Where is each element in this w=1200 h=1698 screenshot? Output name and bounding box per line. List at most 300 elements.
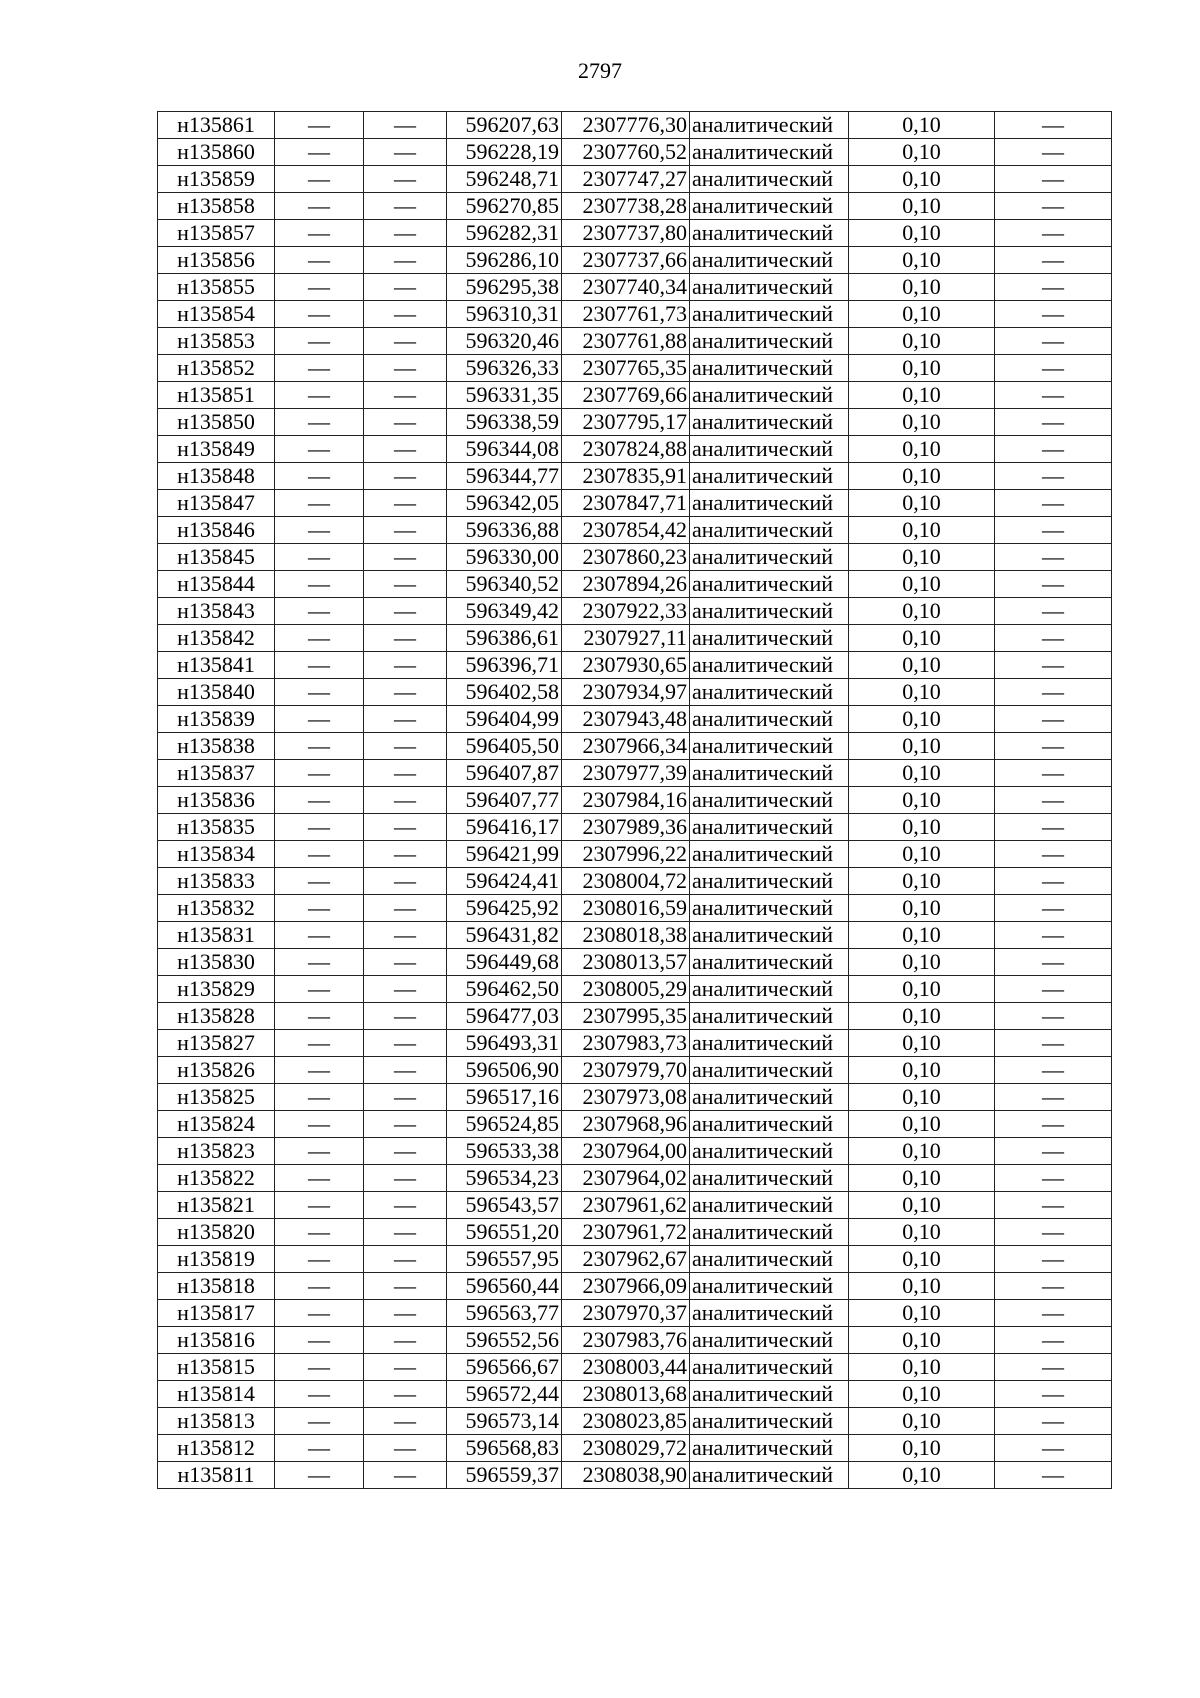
precision-cell: 0,10 xyxy=(849,220,995,247)
dash-cell-2: — xyxy=(364,625,447,652)
precision-cell: 0,10 xyxy=(849,1057,995,1084)
precision-cell: 0,10 xyxy=(849,1084,995,1111)
method-cell: аналитический xyxy=(690,1057,849,1084)
precision-cell: 0,10 xyxy=(849,679,995,706)
method-cell: аналитический xyxy=(690,841,849,868)
y-coordinate-cell: 2307765,35 xyxy=(562,355,690,382)
method-cell: аналитический xyxy=(690,112,849,139)
x-coordinate-cell: 596449,68 xyxy=(447,949,562,976)
point-name-cell: н135832 xyxy=(158,895,275,922)
x-coordinate-cell: 596386,61 xyxy=(447,625,562,652)
point-name-cell: н135817 xyxy=(158,1300,275,1327)
x-coordinate-cell: 596207,63 xyxy=(447,112,562,139)
point-name-cell: н135845 xyxy=(158,544,275,571)
x-coordinate-cell: 596396,71 xyxy=(447,652,562,679)
y-coordinate-cell: 2307740,34 xyxy=(562,274,690,301)
y-coordinate-cell: 2307738,28 xyxy=(562,193,690,220)
dash-cell-3: — xyxy=(995,571,1112,598)
precision-cell: 0,10 xyxy=(849,1111,995,1138)
method-cell: аналитический xyxy=(690,166,849,193)
precision-cell: 0,10 xyxy=(849,571,995,598)
y-coordinate-cell: 2307966,34 xyxy=(562,733,690,760)
table-row xyxy=(158,1354,1112,1381)
table-row xyxy=(158,625,1112,652)
table-row xyxy=(158,1057,1112,1084)
y-coordinate-cell: 2307964,00 xyxy=(562,1138,690,1165)
precision-cell: 0,10 xyxy=(849,517,995,544)
dash-cell-2: — xyxy=(364,1273,447,1300)
x-coordinate-cell: 596295,38 xyxy=(447,274,562,301)
precision-cell: 0,10 xyxy=(849,139,995,166)
method-cell: аналитический xyxy=(690,1408,849,1435)
dash-cell-3: — xyxy=(995,976,1112,1003)
precision-cell: 0,10 xyxy=(849,463,995,490)
precision-cell: 0,10 xyxy=(849,1165,995,1192)
method-cell: аналитический xyxy=(690,814,849,841)
y-coordinate-cell: 2308029,72 xyxy=(562,1435,690,1462)
point-name-cell: н135852 xyxy=(158,355,275,382)
dash-cell-3: — xyxy=(995,409,1112,436)
x-coordinate-cell: 596320,46 xyxy=(447,328,562,355)
point-name-cell: н135824 xyxy=(158,1111,275,1138)
precision-cell: 0,10 xyxy=(849,490,995,517)
dash-cell-1: — xyxy=(275,841,364,868)
table-row xyxy=(158,247,1112,274)
point-name-cell: н135829 xyxy=(158,976,275,1003)
dash-cell-1: — xyxy=(275,1462,364,1489)
dash-cell-1: — xyxy=(275,1030,364,1057)
dash-cell-3: — xyxy=(995,112,1112,139)
precision-cell: 0,10 xyxy=(849,274,995,301)
dash-cell-3: — xyxy=(995,139,1112,166)
table-row xyxy=(158,220,1112,247)
method-cell: аналитический xyxy=(690,1219,849,1246)
x-coordinate-cell: 596559,37 xyxy=(447,1462,562,1489)
dash-cell-3: — xyxy=(995,544,1112,571)
dash-cell-2: — xyxy=(364,1435,447,1462)
y-coordinate-cell: 2307977,39 xyxy=(562,760,690,787)
dash-cell-1: — xyxy=(275,112,364,139)
dash-cell-3: — xyxy=(995,1138,1112,1165)
dash-cell-1: — xyxy=(275,1057,364,1084)
dash-cell-1: — xyxy=(275,220,364,247)
dash-cell-3: — xyxy=(995,328,1112,355)
dash-cell-1: — xyxy=(275,652,364,679)
dash-cell-2: — xyxy=(364,1057,447,1084)
dash-cell-2: — xyxy=(364,517,447,544)
precision-cell: 0,10 xyxy=(849,247,995,274)
table-row xyxy=(158,301,1112,328)
dash-cell-2: — xyxy=(364,814,447,841)
dash-cell-3: — xyxy=(995,868,1112,895)
table-row xyxy=(158,112,1112,139)
table-row xyxy=(158,1435,1112,1462)
table-body xyxy=(158,112,1112,1489)
dash-cell-3: — xyxy=(995,679,1112,706)
x-coordinate-cell: 596552,56 xyxy=(447,1327,562,1354)
method-cell: аналитический xyxy=(690,1111,849,1138)
y-coordinate-cell: 2307927,11 xyxy=(562,625,690,652)
dash-cell-1: — xyxy=(275,679,364,706)
table-row xyxy=(158,544,1112,571)
precision-cell: 0,10 xyxy=(849,895,995,922)
y-coordinate-cell: 2307761,73 xyxy=(562,301,690,328)
dash-cell-2: — xyxy=(364,247,447,274)
precision-cell: 0,10 xyxy=(849,1138,995,1165)
dash-cell-3: — xyxy=(995,1354,1112,1381)
table-row xyxy=(158,1111,1112,1138)
dash-cell-2: — xyxy=(364,274,447,301)
method-cell: аналитический xyxy=(690,733,849,760)
method-cell: аналитический xyxy=(690,976,849,1003)
y-coordinate-cell: 2307989,36 xyxy=(562,814,690,841)
method-cell: аналитический xyxy=(690,760,849,787)
dash-cell-1: — xyxy=(275,949,364,976)
precision-cell: 0,10 xyxy=(849,1435,995,1462)
dash-cell-1: — xyxy=(275,1138,364,1165)
dash-cell-1: — xyxy=(275,166,364,193)
y-coordinate-cell: 2307737,80 xyxy=(562,220,690,247)
y-coordinate-cell: 2308003,44 xyxy=(562,1354,690,1381)
y-coordinate-cell: 2307737,66 xyxy=(562,247,690,274)
dash-cell-2: — xyxy=(364,1462,447,1489)
y-coordinate-cell: 2307930,65 xyxy=(562,652,690,679)
y-coordinate-cell: 2307835,91 xyxy=(562,463,690,490)
y-coordinate-cell: 2307922,33 xyxy=(562,598,690,625)
x-coordinate-cell: 596407,77 xyxy=(447,787,562,814)
point-name-cell: н135820 xyxy=(158,1219,275,1246)
x-coordinate-cell: 596228,19 xyxy=(447,139,562,166)
dash-cell-1: — xyxy=(275,463,364,490)
dash-cell-3: — xyxy=(995,652,1112,679)
x-coordinate-cell: 596286,10 xyxy=(447,247,562,274)
method-cell: аналитический xyxy=(690,1327,849,1354)
method-cell: аналитический xyxy=(690,1354,849,1381)
dash-cell-2: — xyxy=(364,166,447,193)
table-row xyxy=(158,679,1112,706)
x-coordinate-cell: 596344,77 xyxy=(447,463,562,490)
precision-cell: 0,10 xyxy=(849,166,995,193)
precision-cell: 0,10 xyxy=(849,409,995,436)
dash-cell-3: — xyxy=(995,949,1112,976)
y-coordinate-cell: 2307964,02 xyxy=(562,1165,690,1192)
point-name-cell: н135828 xyxy=(158,1003,275,1030)
dash-cell-3: — xyxy=(995,1273,1112,1300)
point-name-cell: н135860 xyxy=(158,139,275,166)
x-coordinate-cell: 596310,31 xyxy=(447,301,562,328)
dash-cell-2: — xyxy=(364,1354,447,1381)
dash-cell-3: — xyxy=(995,436,1112,463)
dash-cell-3: — xyxy=(995,1381,1112,1408)
dash-cell-2: — xyxy=(364,679,447,706)
y-coordinate-cell: 2308038,90 xyxy=(562,1462,690,1489)
y-coordinate-cell: 2307847,71 xyxy=(562,490,690,517)
dash-cell-1: — xyxy=(275,1408,364,1435)
dash-cell-1: — xyxy=(275,193,364,220)
table-row xyxy=(158,787,1112,814)
y-coordinate-cell: 2307854,42 xyxy=(562,517,690,544)
point-name-cell: н135859 xyxy=(158,166,275,193)
point-name-cell: н135838 xyxy=(158,733,275,760)
y-coordinate-cell: 2307996,22 xyxy=(562,841,690,868)
point-name-cell: н135847 xyxy=(158,490,275,517)
dash-cell-1: — xyxy=(275,868,364,895)
y-coordinate-cell: 2307968,96 xyxy=(562,1111,690,1138)
dash-cell-2: — xyxy=(364,841,447,868)
dash-cell-3: — xyxy=(995,1192,1112,1219)
dash-cell-2: — xyxy=(364,652,447,679)
y-coordinate-cell: 2307860,23 xyxy=(562,544,690,571)
dash-cell-2: — xyxy=(364,544,447,571)
point-name-cell: н135857 xyxy=(158,220,275,247)
y-coordinate-cell: 2307934,97 xyxy=(562,679,690,706)
dash-cell-3: — xyxy=(995,1246,1112,1273)
dash-cell-1: — xyxy=(275,976,364,1003)
table-row xyxy=(158,490,1112,517)
point-name-cell: н135835 xyxy=(158,814,275,841)
method-cell: аналитический xyxy=(690,382,849,409)
dash-cell-3: — xyxy=(995,355,1112,382)
dash-cell-2: — xyxy=(364,328,447,355)
y-coordinate-cell: 2307961,72 xyxy=(562,1219,690,1246)
table-row xyxy=(158,1408,1112,1435)
point-name-cell: н135854 xyxy=(158,301,275,328)
y-coordinate-cell: 2307966,09 xyxy=(562,1273,690,1300)
table-row xyxy=(158,193,1112,220)
y-coordinate-cell: 2308005,29 xyxy=(562,976,690,1003)
method-cell: аналитический xyxy=(690,301,849,328)
dash-cell-3: — xyxy=(995,517,1112,544)
dash-cell-3: — xyxy=(995,1165,1112,1192)
dash-cell-1: — xyxy=(275,1273,364,1300)
dash-cell-3: — xyxy=(995,463,1112,490)
point-name-cell: н135818 xyxy=(158,1273,275,1300)
table-row xyxy=(158,733,1112,760)
dash-cell-2: — xyxy=(364,1165,447,1192)
y-coordinate-cell: 2307983,73 xyxy=(562,1030,690,1057)
dash-cell-2: — xyxy=(364,706,447,733)
precision-cell: 0,10 xyxy=(849,760,995,787)
point-name-cell: н135823 xyxy=(158,1138,275,1165)
x-coordinate-cell: 596517,16 xyxy=(447,1084,562,1111)
x-coordinate-cell: 596524,85 xyxy=(447,1111,562,1138)
dash-cell-1: — xyxy=(275,409,364,436)
precision-cell: 0,10 xyxy=(849,328,995,355)
y-coordinate-cell: 2307979,70 xyxy=(562,1057,690,1084)
dash-cell-2: — xyxy=(364,1327,447,1354)
x-coordinate-cell: 596402,58 xyxy=(447,679,562,706)
table-row xyxy=(158,706,1112,733)
dash-cell-2: — xyxy=(364,1030,447,1057)
point-name-cell: н135849 xyxy=(158,436,275,463)
method-cell: аналитический xyxy=(690,463,849,490)
method-cell: аналитический xyxy=(690,868,849,895)
table-row xyxy=(158,1192,1112,1219)
method-cell: аналитический xyxy=(690,679,849,706)
y-coordinate-cell: 2307943,48 xyxy=(562,706,690,733)
precision-cell: 0,10 xyxy=(849,355,995,382)
point-name-cell: н135850 xyxy=(158,409,275,436)
precision-cell: 0,10 xyxy=(849,841,995,868)
dash-cell-2: — xyxy=(364,895,447,922)
dash-cell-2: — xyxy=(364,787,447,814)
point-name-cell: н135831 xyxy=(158,922,275,949)
y-coordinate-cell: 2307760,52 xyxy=(562,139,690,166)
dash-cell-3: — xyxy=(995,301,1112,328)
dash-cell-3: — xyxy=(995,1435,1112,1462)
method-cell: аналитический xyxy=(690,1003,849,1030)
dash-cell-2: — xyxy=(364,976,447,1003)
x-coordinate-cell: 596270,85 xyxy=(447,193,562,220)
point-name-cell: н135848 xyxy=(158,463,275,490)
dash-cell-2: — xyxy=(364,922,447,949)
precision-cell: 0,10 xyxy=(849,733,995,760)
precision-cell: 0,10 xyxy=(849,1219,995,1246)
precision-cell: 0,10 xyxy=(849,1381,995,1408)
precision-cell: 0,10 xyxy=(849,1300,995,1327)
table-row xyxy=(158,1327,1112,1354)
dash-cell-2: — xyxy=(364,868,447,895)
x-coordinate-cell: 596572,44 xyxy=(447,1381,562,1408)
page-number: 2797 xyxy=(578,58,622,83)
table-row xyxy=(158,814,1112,841)
y-coordinate-cell: 2308018,38 xyxy=(562,922,690,949)
method-cell: аналитический xyxy=(690,1435,849,1462)
x-coordinate-cell: 596405,50 xyxy=(447,733,562,760)
method-cell: аналитический xyxy=(690,193,849,220)
dash-cell-3: — xyxy=(995,1003,1112,1030)
dash-cell-3: — xyxy=(995,922,1112,949)
method-cell: аналитический xyxy=(690,922,849,949)
method-cell: аналитический xyxy=(690,787,849,814)
y-coordinate-cell: 2308016,59 xyxy=(562,895,690,922)
y-coordinate-cell: 2308004,72 xyxy=(562,868,690,895)
x-coordinate-cell: 596534,23 xyxy=(447,1165,562,1192)
x-coordinate-cell: 596282,31 xyxy=(447,220,562,247)
method-cell: аналитический xyxy=(690,598,849,625)
dash-cell-3: — xyxy=(995,1462,1112,1489)
precision-cell: 0,10 xyxy=(849,1354,995,1381)
x-coordinate-cell: 596568,83 xyxy=(447,1435,562,1462)
precision-cell: 0,10 xyxy=(849,625,995,652)
x-coordinate-cell: 596462,50 xyxy=(447,976,562,1003)
table-row xyxy=(158,409,1112,436)
point-name-cell: н135840 xyxy=(158,679,275,706)
point-name-cell: н135834 xyxy=(158,841,275,868)
dash-cell-2: — xyxy=(364,598,447,625)
dash-cell-2: — xyxy=(364,949,447,976)
method-cell: аналитический xyxy=(690,220,849,247)
x-coordinate-cell: 596340,52 xyxy=(447,571,562,598)
table-row xyxy=(158,841,1112,868)
precision-cell: 0,10 xyxy=(849,1273,995,1300)
table-row xyxy=(158,139,1112,166)
dash-cell-2: — xyxy=(364,1219,447,1246)
table-row xyxy=(158,355,1112,382)
x-coordinate-cell: 596431,82 xyxy=(447,922,562,949)
dash-cell-3: — xyxy=(995,382,1112,409)
dash-cell-1: — xyxy=(275,436,364,463)
x-coordinate-cell: 596493,31 xyxy=(447,1030,562,1057)
table-row xyxy=(158,598,1112,625)
dash-cell-3: — xyxy=(995,220,1112,247)
dash-cell-3: — xyxy=(995,814,1112,841)
table-row xyxy=(158,976,1112,1003)
dash-cell-2: — xyxy=(364,490,447,517)
dash-cell-3: — xyxy=(995,193,1112,220)
method-cell: аналитический xyxy=(690,1273,849,1300)
method-cell: аналитический xyxy=(690,1462,849,1489)
dash-cell-1: — xyxy=(275,895,364,922)
precision-cell: 0,10 xyxy=(849,544,995,571)
y-coordinate-cell: 2307961,62 xyxy=(562,1192,690,1219)
dash-cell-1: — xyxy=(275,1300,364,1327)
dash-cell-1: — xyxy=(275,1246,364,1273)
x-coordinate-cell: 596330,00 xyxy=(447,544,562,571)
method-cell: аналитический xyxy=(690,247,849,274)
x-coordinate-cell: 596563,77 xyxy=(447,1300,562,1327)
dash-cell-3: — xyxy=(995,598,1112,625)
point-name-cell: н135822 xyxy=(158,1165,275,1192)
method-cell: аналитический xyxy=(690,355,849,382)
x-coordinate-cell: 596421,99 xyxy=(447,841,562,868)
precision-cell: 0,10 xyxy=(849,787,995,814)
dash-cell-2: — xyxy=(364,355,447,382)
precision-cell: 0,10 xyxy=(849,814,995,841)
x-coordinate-cell: 596404,99 xyxy=(447,706,562,733)
dash-cell-3: — xyxy=(995,895,1112,922)
dash-cell-2: — xyxy=(364,112,447,139)
method-cell: аналитический xyxy=(690,139,849,166)
coordinates-table xyxy=(157,111,1112,1489)
method-cell: аналитический xyxy=(690,652,849,679)
table-row xyxy=(158,1246,1112,1273)
dash-cell-2: — xyxy=(364,139,447,166)
point-name-cell: н135812 xyxy=(158,1435,275,1462)
dash-cell-1: — xyxy=(275,1111,364,1138)
dash-cell-2: — xyxy=(364,220,447,247)
dash-cell-3: — xyxy=(995,1057,1112,1084)
x-coordinate-cell: 596557,95 xyxy=(447,1246,562,1273)
dash-cell-1: — xyxy=(275,139,364,166)
x-coordinate-cell: 596349,42 xyxy=(447,598,562,625)
table-row xyxy=(158,1030,1112,1057)
point-name-cell: н135842 xyxy=(158,625,275,652)
dash-cell-3: — xyxy=(995,490,1112,517)
precision-cell: 0,10 xyxy=(849,112,995,139)
table-row xyxy=(158,1003,1112,1030)
point-name-cell: н135826 xyxy=(158,1057,275,1084)
dash-cell-2: — xyxy=(364,1138,447,1165)
dash-cell-2: — xyxy=(364,382,447,409)
dash-cell-2: — xyxy=(364,1300,447,1327)
dash-cell-1: — xyxy=(275,1435,364,1462)
point-name-cell: н135841 xyxy=(158,652,275,679)
table-row xyxy=(158,463,1112,490)
dash-cell-1: — xyxy=(275,1084,364,1111)
dash-cell-2: — xyxy=(364,733,447,760)
x-coordinate-cell: 596326,33 xyxy=(447,355,562,382)
table-row xyxy=(158,652,1112,679)
precision-cell: 0,10 xyxy=(849,1408,995,1435)
dash-cell-3: — xyxy=(995,1111,1112,1138)
dash-cell-2: — xyxy=(364,760,447,787)
dash-cell-3: — xyxy=(995,1219,1112,1246)
dash-cell-3: — xyxy=(995,733,1112,760)
precision-cell: 0,10 xyxy=(849,706,995,733)
dash-cell-1: — xyxy=(275,1192,364,1219)
x-coordinate-cell: 596506,90 xyxy=(447,1057,562,1084)
